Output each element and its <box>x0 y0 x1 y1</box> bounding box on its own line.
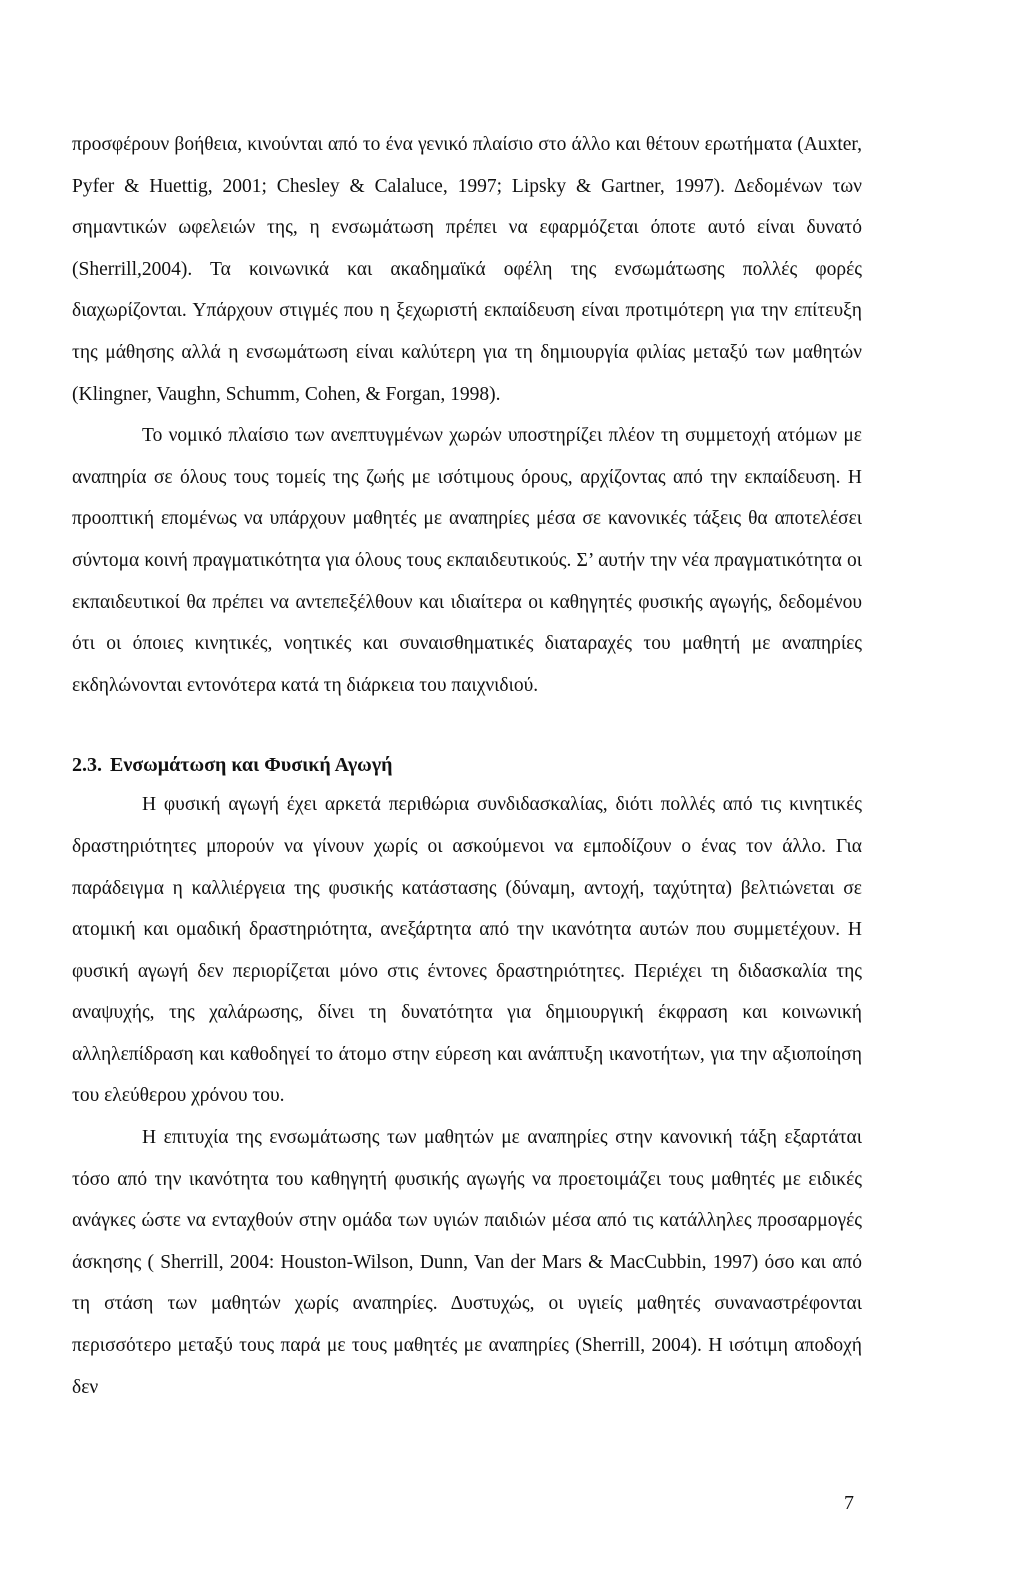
paragraph-1: προσφέρουν βοήθεια, κινούνται από το ένα γενικό πλαίσιο στο άλλο και θέτουν ερωτήματα (Auxter, Pyfer & Huettig, 2001; Chesley & Calaluce, 1997; Lipsky & Gartner, 1997). Δεδομένων των σημαντικών ωφελειών της, η ενσωμάτωση πρέπει να εφαρμόζεται όποτε αυτό είναι δυνατό (Sherrill,2004). Τα κοινωνικά και ακαδημαϊκά οφέλη της ενσωμάτωσης πολλές φορές διαχωρίζονται. Υπάρχουν στιγμές που η ξεχωριστή εκπαίδευση είναι προτιμότερη για την επίτευξη της μάθησης αλλά η ενσωμάτωση είναι καλύτερη για τη δημιουργία φιλίας μεταξύ των μαθητών (Klingner, Vaughn, Schumm, Cohen, & Forgan, 1998). <box>72 134 862 405</box>
paragraph-2: Το νομικό πλαίσιο των ανεπτυγμένων χωρών υποστηρίζει πλέον τη συμμετοχή ατόμων με αναπηρία σε όλους τους τομείς της ζωής με ισότιμους όρους, αρχίζοντας από την εκπαίδευση. Η προοπτική επομένως να υπάρχουν μαθητές με αναπηρίες μέσα σε κανονικές τάξεις θα αποτελέσει σύντομα κοινή πραγματικότητα για όλους τους εκπαιδευτικούς. Σ’ αυτήν την νέα πραγματικότητα οι εκπαιδευτικοί θα πρέπει να αντεπεξέλθουν και ιδιαίτερα οι καθηγητές φυσικής αγωγής, δεδομένου ότι οι όποιες κινητικές, νοητικές και συναισθηματικές διαταραχές του μαθητή με αναπηρίες εκδηλώνονται εντονότερα κατά τη διάρκεια του παιχνιδιού. <box>72 425 862 696</box>
paragraph-4: Η επιτυχία της ενσωμάτωσης των μαθητών με αναπηρίες στην κανονική τάξη εξαρτάται τόσο από την ικανότητα του καθηγητή φυσικής αγωγής να προετοιμάζει τους μαθητές με ειδικές ανάγκες ώστε να ενταχθούν στην ομάδα των υγιών παιδιών μέσα από τις κατάλληλες προσαρμογές άσκησης ( Sherrill, 2004: Houston-Wilson, Dunn, Van der Mars & MacCubbin, 1997) όσο και από τη στάση των μαθητών χωρίς αναπηρίες. Δυστυχώς, οι υγιείς μαθητές συναναστρέφονται περισσότερο μεταξύ τους παρά με τους μαθητές με αναπηρίες (Sherrill, 2004). Η ισότιμη αποδοχή δεν <box>72 1127 862 1398</box>
section-number: 2.3. <box>72 754 102 777</box>
page-number: 7 <box>844 1492 854 1514</box>
document-page <box>72 124 862 1408</box>
section-heading <box>72 746 862 784</box>
paragraph-3: Η φυσική αγωγή έχει αρκετά περιθώρια συνδιδασκαλίας, διότι πολλές από τις κινητικές δραστηριότητες μπορούν να γίνουν χωρίς οι ασκούμενοι να εμποδίζουν ο ένας τον άλλο. Για παράδειγμα η καλλιέργεια της φυσικής κατάστασης (δύναμη, αντοχή, ταχύτητα) βελτιώνεται σε ατομική και ομαδική δραστηριότητα, ανεξάρτητα από την ικανότητα αυτών που συμμετέχουν. Η φυσική αγωγή δεν περιορίζεται μόνο στις έντονες δραστηριότητες. Περιέχει τη διδασκαλία της αναψυχής, της χαλάρωσης, δίνει τη δυνατότητα για δημιουργική έκφραση και κοινωνική αλληλεπίδραση και καθοδηγεί το άτομο στην εύρεση και ανάπτυξη ικανοτήτων, για την αξιοποίηση του ελεύθερου χρόνου του. <box>72 794 862 1107</box>
section-title: Ενσωμάτωση και Φυσική Αγωγή <box>110 754 393 777</box>
